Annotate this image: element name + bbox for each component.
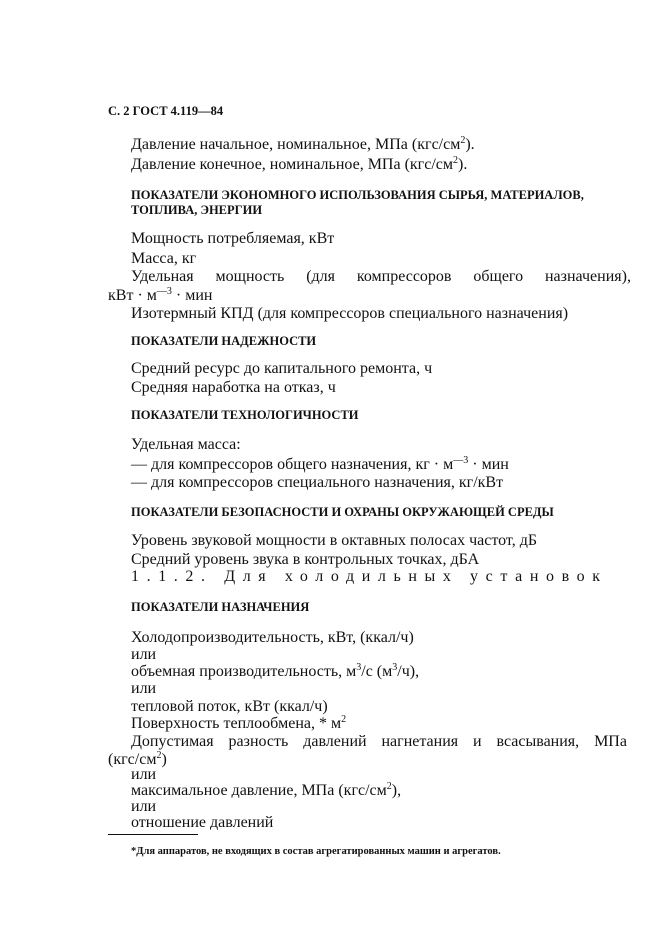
heat-exchange-surface: Поверхность теплообмена, * $м^2$: [131, 714, 347, 732]
section-heading-economy: ПОКАЗАТЕЛИ ЭКОНОМНОГО ИСПОЛЬЗОВАНИЯ СЫРЬЯ, МАТЕРИАЛОВ, ТОПЛИВА, ЭНЕРГИИ: [131, 188, 584, 217]
volumetric-capacity: объемная производительность, $м^3/с$ $(м^3/ч)$,: [131, 662, 420, 680]
mass: Масса, кг: [131, 250, 197, 267]
average-resource: Средний ресурс до капитального ремонта, ч: [131, 360, 433, 377]
cooling-capacity: Холодопроизводительность, кВт, (ккал/ч): [131, 629, 414, 646]
subsection-title: 1.1.2. Для холодильных установок: [131, 568, 608, 585]
max-pressure: максимальное давление, МПа $(кгс/см^2)$,: [131, 781, 402, 799]
power-consumption: Мощность потребляемая, кВт: [131, 230, 335, 247]
section-heading-technology: ПОКАЗАТЕЛИ ТЕХНОЛОГИЧНОСТИ: [131, 408, 359, 422]
specific-power-unit: кВт · $м^{—3}$ · мин: [108, 286, 213, 304]
pressure-final: Давление конечное, номинальное, МПа $(кгс/см^2)$.: [131, 155, 468, 173]
or-label: или: [131, 680, 157, 697]
allowed-pressure-difference: Допустимая разность давлений нагнетания и всасывания, МПа: [131, 733, 627, 750]
allowed-pressure-unit: $(кгс/см^2)$: [108, 750, 167, 768]
specific-mass: Удельная масса:: [131, 436, 241, 453]
isothermal-efficiency: Изотермный КПД (для компрессоров специального назначения): [131, 305, 569, 322]
section-heading-safety: ПОКАЗАТЕЛИ БЕЗОПАСНОСТИ И ОХРАНЫ ОКРУЖАЮЩЕЙ СРЕДЫ: [131, 505, 554, 519]
heat-flow: тепловой поток, кВт (ккал/ч): [131, 698, 328, 715]
footnote-divider: [108, 834, 198, 835]
pressure-initial: Давление начальное, номинальное, МПа $(кгс/см^2)$.: [131, 135, 475, 153]
section-heading-purpose: ПОКАЗАТЕЛИ НАЗНАЧЕНИЯ: [131, 600, 310, 614]
or-label: или: [131, 766, 157, 783]
or-label: или: [131, 646, 157, 663]
special-purpose-mass: — для компрессоров специального назначения, кг/кВт: [131, 474, 504, 491]
specific-power-line: Удельная мощность (для компрессоров общего назначения),: [131, 268, 631, 285]
mean-time-between-failures: Средняя наработка на отказ, ч: [131, 379, 336, 396]
sound-power-level: Уровень звуковой мощности в октавных полосах частот, дБ: [131, 532, 538, 549]
general-purpose-mass: — для компрессоров общего назначения, кг · $м^{—3}$ · мин: [131, 455, 509, 473]
section-heading-reliability: ПОКАЗАТЕЛИ НАДЕЖНОСТИ: [131, 334, 317, 348]
or-label: или: [131, 798, 157, 815]
average-sound-level: Средний уровень звука в контрольных точках, дБА: [131, 551, 480, 568]
page-header: С. 2 ГОСТ 4.119—84: [108, 104, 224, 118]
pressure-ratio: отношение давлений: [131, 814, 274, 831]
footnote: *Для аппаратов, не входящих в состав агрегатированных машин и агрегатов.: [131, 846, 501, 857]
